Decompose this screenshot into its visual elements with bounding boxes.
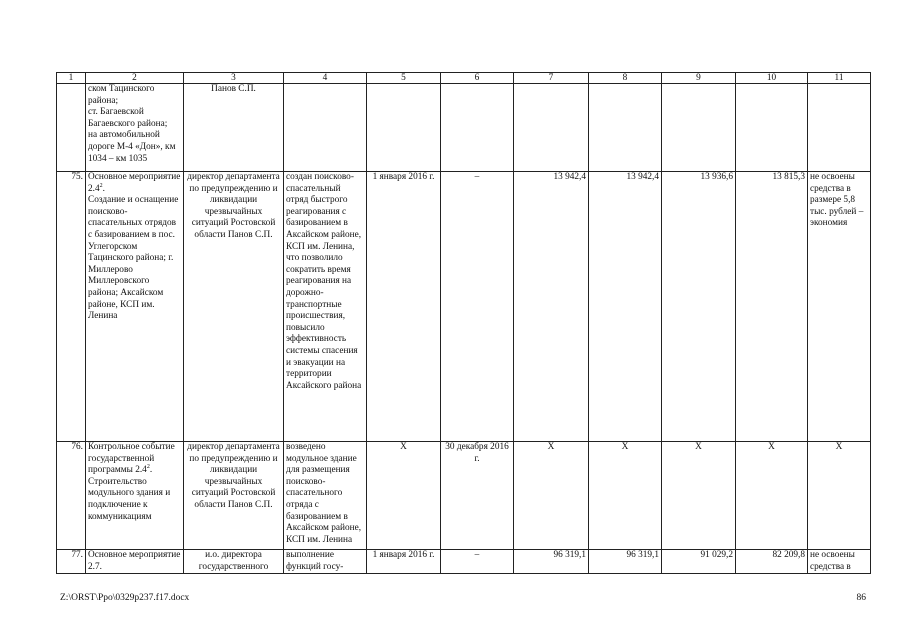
col-header: 9 xyxy=(662,73,736,84)
col-header: 1 xyxy=(57,73,86,84)
table-row xyxy=(57,84,871,172)
result-cell: возведено модульное здание для размещения поисково-спасательного отряда с базированием в Аксайском районе, КСП им. Ленина xyxy=(284,442,367,550)
col-header: 6 xyxy=(441,73,514,84)
start-date-cell: X xyxy=(367,442,441,550)
result-cell: создан поисково-спасательный отряд быстрого реагирования с базированием в Аксайском районе, КСП им. Ленина, что позволило сократить время реагирования на дорожно-транспортные происшествия, повысило эффективность системы спасения и эвакуации на территории Аксайского района xyxy=(284,172,367,442)
value-cell-10 xyxy=(736,84,808,172)
start-date-cell: 1 января 2016 г. xyxy=(367,550,441,574)
value-cell-9: X xyxy=(662,442,736,550)
value-cell-9: 13 936,6 xyxy=(662,172,736,442)
note-cell: не освоены средства в xyxy=(808,550,871,574)
result-cell xyxy=(284,84,367,172)
value-cell-7 xyxy=(514,84,589,172)
note-cell: X xyxy=(808,442,871,550)
event-text: ском Тацинского района; ст. Багаевской Багаевского района; на автомобильной дороге М-4 «Дон», км 1034 – км 1035 xyxy=(88,84,176,164)
event-cell: Основное мероприятие 2.7. xyxy=(86,550,184,574)
end-date-cell xyxy=(441,84,514,172)
row-number: 76. xyxy=(57,442,86,550)
value-cell-10: X xyxy=(736,442,808,550)
value-cell-10: 82 209,8 xyxy=(736,550,808,574)
event-cell xyxy=(86,84,184,172)
event-superscript: 2 xyxy=(146,464,150,471)
event-cell xyxy=(86,172,184,442)
report-table xyxy=(56,72,871,574)
file-path-footer: Z:\ORST\Ppo\0329p237.f17.docx xyxy=(60,593,190,603)
value-cell-8: 96 319,1 xyxy=(589,550,662,574)
event-text-continued: . Строительство модульного здания и подключение к коммуникациям xyxy=(88,465,171,522)
table-row xyxy=(57,550,871,574)
col-header: 2 xyxy=(86,73,184,84)
row-number: 75. xyxy=(57,172,86,442)
col-header: 8 xyxy=(589,73,662,84)
col-header: 3 xyxy=(184,73,284,84)
end-date-cell: – xyxy=(441,550,514,574)
responsible-cell: и.о. директора государственного xyxy=(184,550,284,574)
event-text-continued: . Создание и оснащение поисково-спасательных отрядов с базированием в пос. Углегорском Тацинского района; г. Миллерово Миллеровского района; Аксайском районе, КСП им. Ленина xyxy=(88,183,179,322)
event-text: Контрольное событие государственной программы 2.4 xyxy=(88,442,175,476)
value-cell-8 xyxy=(589,84,662,172)
start-date-cell xyxy=(367,84,441,172)
value-cell-7: 13 942,4 xyxy=(514,172,589,442)
page-number: 86 xyxy=(856,593,866,603)
value-cell-9: 91 029,2 xyxy=(662,550,736,574)
end-date-cell: 30 декабря 2016 г. xyxy=(441,442,514,550)
result-cell: выполнение функций госу- xyxy=(284,550,367,574)
value-cell-7: 96 319,1 xyxy=(514,550,589,574)
col-header: 4 xyxy=(284,73,367,84)
end-date-cell: – xyxy=(441,172,514,442)
col-header: 5 xyxy=(367,73,441,84)
row-number: 77. xyxy=(57,550,86,574)
value-cell-8: X xyxy=(589,442,662,550)
value-cell-8: 13 942,4 xyxy=(589,172,662,442)
row-number xyxy=(57,84,86,172)
event-superscript: 2 xyxy=(99,182,103,189)
value-cell-9 xyxy=(662,84,736,172)
event-text: Основное мероприятие 2.4 xyxy=(88,172,181,194)
table-row xyxy=(57,172,871,442)
col-header: 7 xyxy=(514,73,589,84)
responsible-cell: директор департамента по предупреждению и ликвидации чрезвычайных ситуаций Ростовской области Панов С.П. xyxy=(184,442,284,550)
value-cell-7: X xyxy=(514,442,589,550)
column-number-row xyxy=(57,73,871,84)
col-header: 11 xyxy=(808,73,871,84)
note-cell xyxy=(808,84,871,172)
responsible-cell: Панов С.П. xyxy=(184,84,284,172)
event-cell xyxy=(86,442,184,550)
value-cell-10: 13 815,3 xyxy=(736,172,808,442)
col-header: 10 xyxy=(736,73,808,84)
responsible-cell: директор департамента по предупреждению и ликвидации чрезвычайных ситуаций Ростовской области Панов С.П. xyxy=(184,172,284,442)
table-row xyxy=(57,442,871,550)
start-date-cell: 1 января 2016 г. xyxy=(367,172,441,442)
note-cell: не освоены средства в размере 5,8 тыс. рублей – экономия xyxy=(808,172,871,442)
